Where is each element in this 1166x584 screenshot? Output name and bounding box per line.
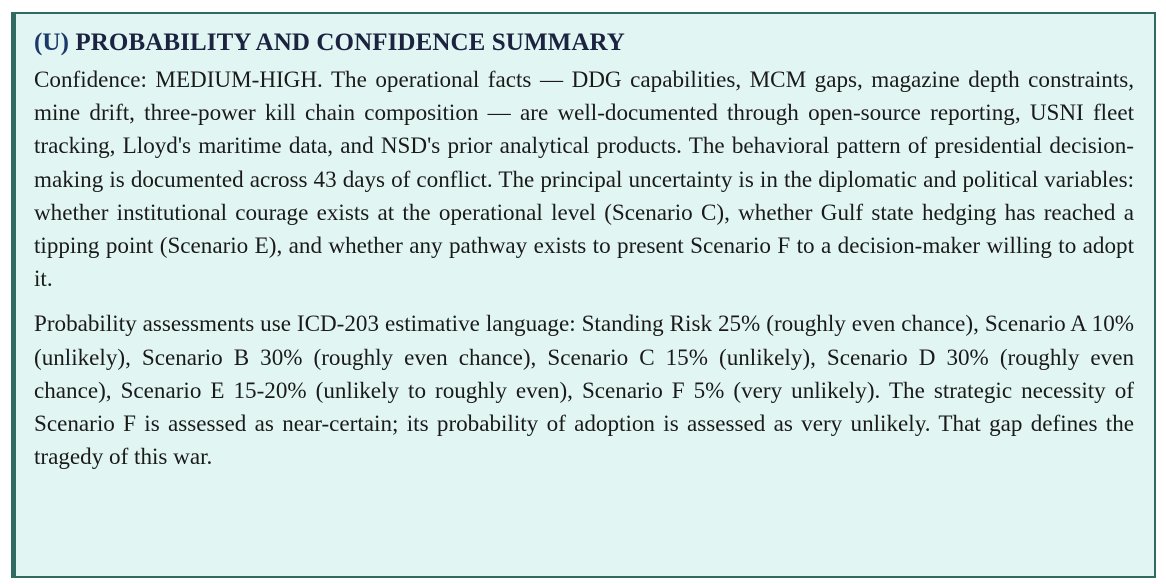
- probability-paragraph: Probability assessments use ICD-203 estimative language: Standing Risk 25% (roughly even chance), Scenario A 10% (unlikely), Scenario B 30% (roughly even chance), Scenario C 15% (unlikely), Scenario D 30% (roughly even chance), Scenario E 15-20% (unlikely to roughly even), Scenario F 5% (very unlikely). The strategic necessity of Scenario F is assessed as near-certain; its probability of adoption is assessed as very unlikely. That gap defines the tragedy of this war.: [34, 310, 1134, 470]
- summary-callout-box: [11, 12, 1156, 578]
- confidence-paragraph: Confidence: MEDIUM-HIGH. The operational facts — DDG capabilities, MCM gaps, magazine depth constraints, mine drift, three-power kill chain composition — are well-documented through open-source reporting, USNI fleet tracking, Lloyd's maritime data, and NSD's prior analytical products. The behavioral pattern of presidential decision-making is documented across 43 days of conflict. The principal uncertainty is in the diplomatic and political variables: whether institutional courage exists at the operational level (Scenario C), whether Gulf state hedging has reached a tipping point (Scenario E), and whether any pathway exists to present Scenario F to a decision-maker willing to adopt it.: [34, 66, 1134, 292]
- section-heading: [34, 27, 1134, 59]
- section-title: PROBABILITY AND CONFIDENCE SUMMARY: [75, 29, 625, 56]
- classification-marking: (U): [34, 29, 70, 56]
